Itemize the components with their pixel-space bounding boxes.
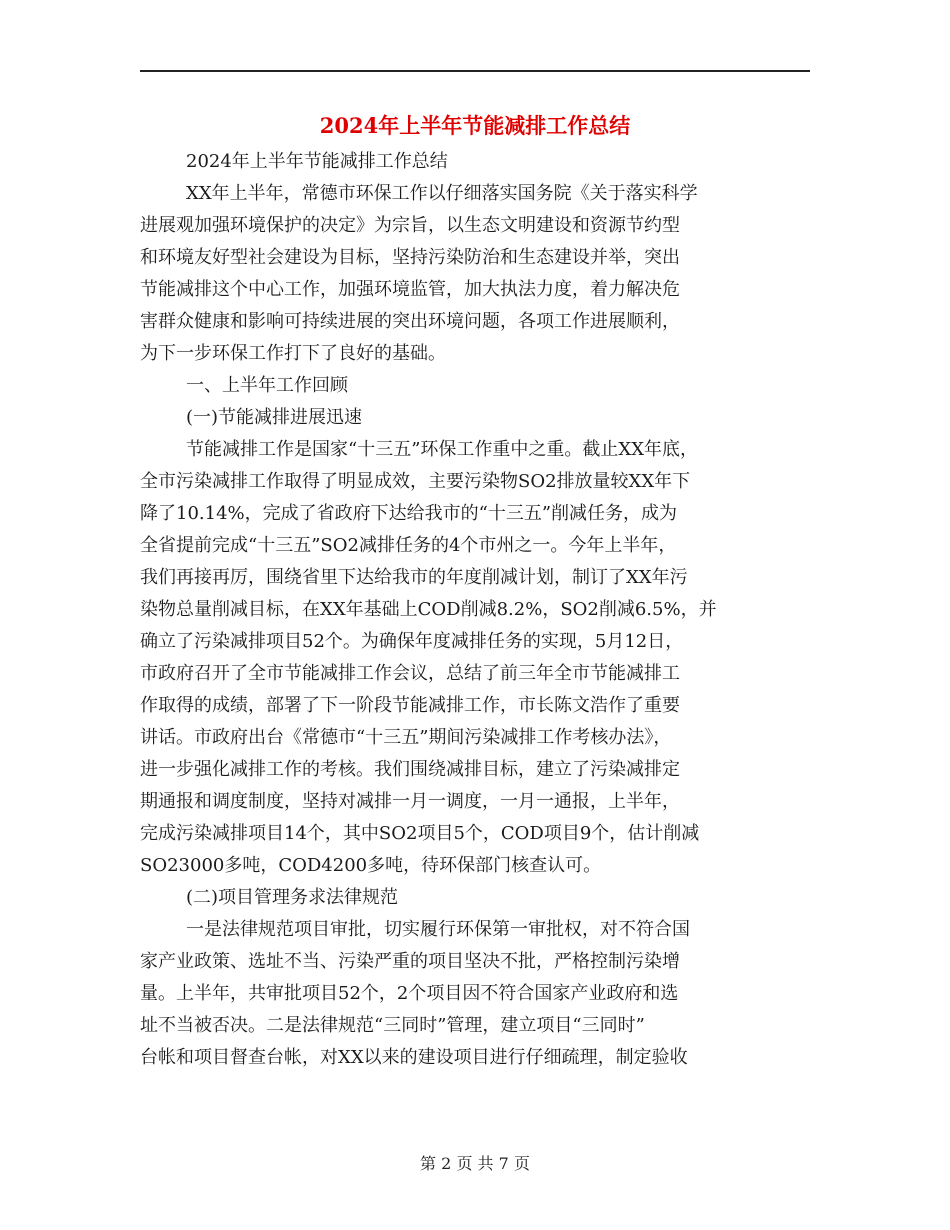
body-line: 期通报和调度制度，坚持对减排一月一调度，一月一通报，上半年， — [140, 791, 680, 812]
current-page-number: 2 — [441, 1154, 452, 1173]
body-line: 害群众健康和影响可持续进展的突出环境问题，各项工作进展顺利， — [140, 311, 680, 332]
body-line: 市政府召开了全市节能减排工作会议，总结了前三年全市节能减排工 — [140, 663, 680, 684]
body-line: (二)项目管理务求法律规范 — [186, 887, 399, 908]
body-line: 完成污染减排项目14个，其中SO2项目5个，COD项目9个，估计削减 — [140, 823, 700, 844]
body-line: 降了10.14%，完成了省政府下达给我市的“十三五”削减任务，成为 — [140, 503, 678, 524]
body-line: 染物总量削减目标，在XX年基础上COD削减8.2%，SO2削减6.5%，并 — [140, 599, 717, 620]
body-line: 台帐和项目督查台帐，对XX以来的建设项目进行仔细疏理，制定验收 — [140, 1047, 688, 1068]
page-prefix: 第 — [420, 1154, 437, 1173]
page-label: 页 — [456, 1154, 473, 1173]
body-line: (一)节能减排进展迅速 — [186, 407, 363, 428]
body-line: XX年上半年，常德市环保工作以仔细落实国务院《关于落实科学 — [186, 183, 698, 204]
total-label: 共 — [477, 1154, 494, 1173]
body-line: 节能减排这个中心工作，加强环境监管，加大执法力度，着力解决危 — [140, 279, 680, 300]
body-line: 家产业政策、选址不当、污染严重的项目坚决不批，严格控制污染增 — [140, 951, 680, 972]
body-line: 一是法律规范项目审批，切实履行环保第一审批权，对不符合国 — [186, 919, 690, 940]
body-line: 进一步强化减排工作的考核。我们围绕减排目标，建立了污染减排定 — [140, 759, 680, 780]
body-line: 量。上半年，共审批项目52个，2个项目因不符合国家产业政府和选 — [140, 983, 679, 1004]
body-line: 讲话。市政府出台《常德市“十三五”期间污染减排工作考核办法》， — [140, 727, 672, 748]
document-title: 2024年上半年节能减排工作总结 — [319, 113, 631, 138]
body-line: 全市污染减排工作取得了明显成效，主要污染物SO2排放量较XX年下 — [140, 471, 691, 492]
page-suffix: 页 — [513, 1154, 530, 1173]
body-line: 节能减排工作是国家“十三五”环保工作重中之重。截止XX年底， — [186, 439, 699, 460]
body-line: 确立了污染减排项目52个。为确保年度减排任务的实现，5月12日， — [140, 631, 684, 652]
total-pages-number: 7 — [498, 1154, 509, 1173]
page-footer — [0, 1152, 950, 1176]
body-line: 一、上半年工作回顾 — [186, 375, 348, 396]
body-line: 作取得的成绩，部署了下一阶段节能减排工作，市长陈文浩作了重要 — [140, 695, 680, 716]
body-line: 我们再接再厉，围绕省里下达给我市的年度削减计划，制订了XX年污 — [140, 567, 688, 588]
body-line: 为下一步环保工作打下了良好的基础。 — [140, 343, 446, 364]
body-line: 进展观加强环境保护的决定》为宗旨，以生态文明建设和资源节约型 — [140, 215, 680, 236]
header-rule — [140, 70, 810, 72]
body-line: 全省提前完成“十三五”SO2减排任务的4个市州之一。今年上半年， — [140, 535, 677, 556]
body-line: SO23000多吨，COD4200多吨，待环保部门核查认可。 — [140, 855, 602, 876]
body-line: 2024年上半年节能减排工作总结 — [186, 151, 448, 172]
body-line: 址不当被否决。二是法律规范“三同时”管理，建立项目“三同时” — [140, 1015, 645, 1036]
body-line: 和环境友好型社会建设为目标，坚持污染防治和生态建设并举，突出 — [140, 247, 680, 268]
document-body — [140, 146, 812, 1074]
